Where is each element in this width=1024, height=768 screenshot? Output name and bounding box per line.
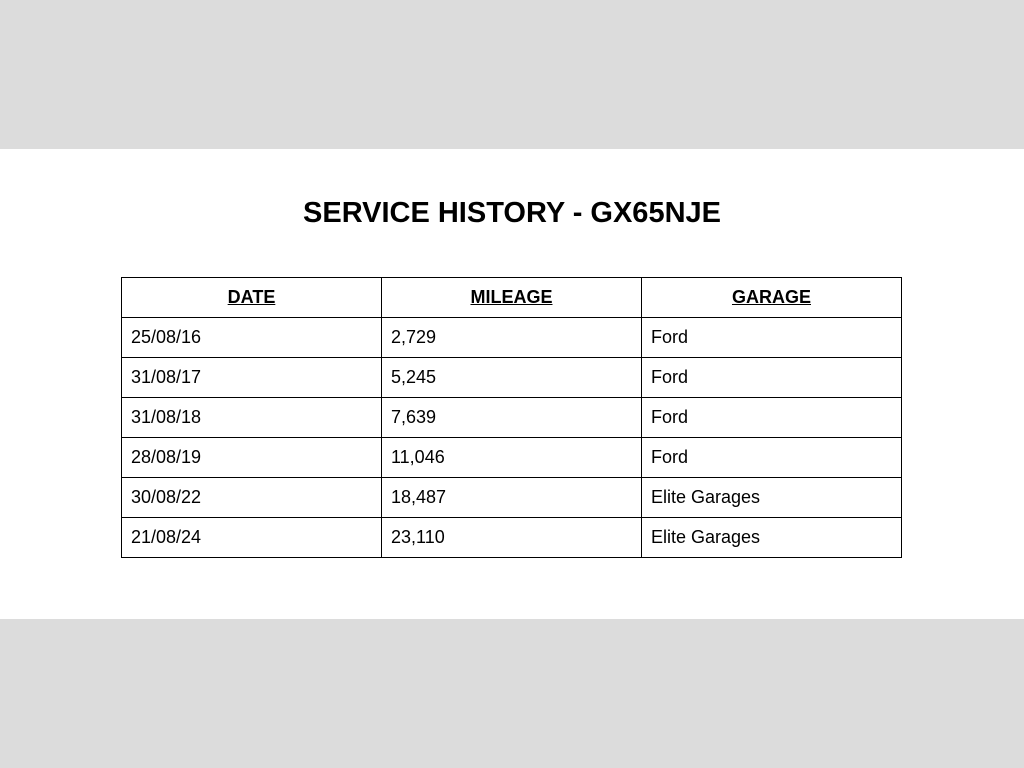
garage-cell: Elite Garages — [642, 518, 902, 558]
page-title: SERVICE HISTORY - GX65NJE — [303, 197, 721, 229]
date-cell: 31/08/18 — [122, 398, 382, 438]
column-header-date: DATE — [122, 278, 382, 318]
garage-cell: Ford — [642, 398, 902, 438]
garage-cell: Ford — [642, 438, 902, 478]
garage-cell: Ford — [642, 318, 902, 358]
document-page — [0, 149, 1024, 619]
mileage-cell: 7,639 — [382, 398, 642, 438]
date-cell: 21/08/24 — [122, 518, 382, 558]
date-cell: 28/08/19 — [122, 438, 382, 478]
table-row — [122, 478, 902, 518]
table-row — [122, 358, 902, 398]
table-row — [122, 398, 902, 438]
table-header-row — [122, 278, 902, 318]
garage-cell: Elite Garages — [642, 478, 902, 518]
date-cell: 25/08/16 — [122, 318, 382, 358]
mileage-cell: 23,110 — [382, 518, 642, 558]
date-cell: 30/08/22 — [122, 478, 382, 518]
table-row — [122, 518, 902, 558]
mileage-cell: 11,046 — [382, 438, 642, 478]
mileage-cell: 18,487 — [382, 478, 642, 518]
service-history-table — [121, 277, 902, 558]
table-row — [122, 438, 902, 478]
table-row — [122, 318, 902, 358]
column-header-garage: GARAGE — [642, 278, 902, 318]
mileage-cell: 5,245 — [382, 358, 642, 398]
date-cell: 31/08/17 — [122, 358, 382, 398]
garage-cell: Ford — [642, 358, 902, 398]
mileage-cell: 2,729 — [382, 318, 642, 358]
column-header-mileage: MILEAGE — [382, 278, 642, 318]
